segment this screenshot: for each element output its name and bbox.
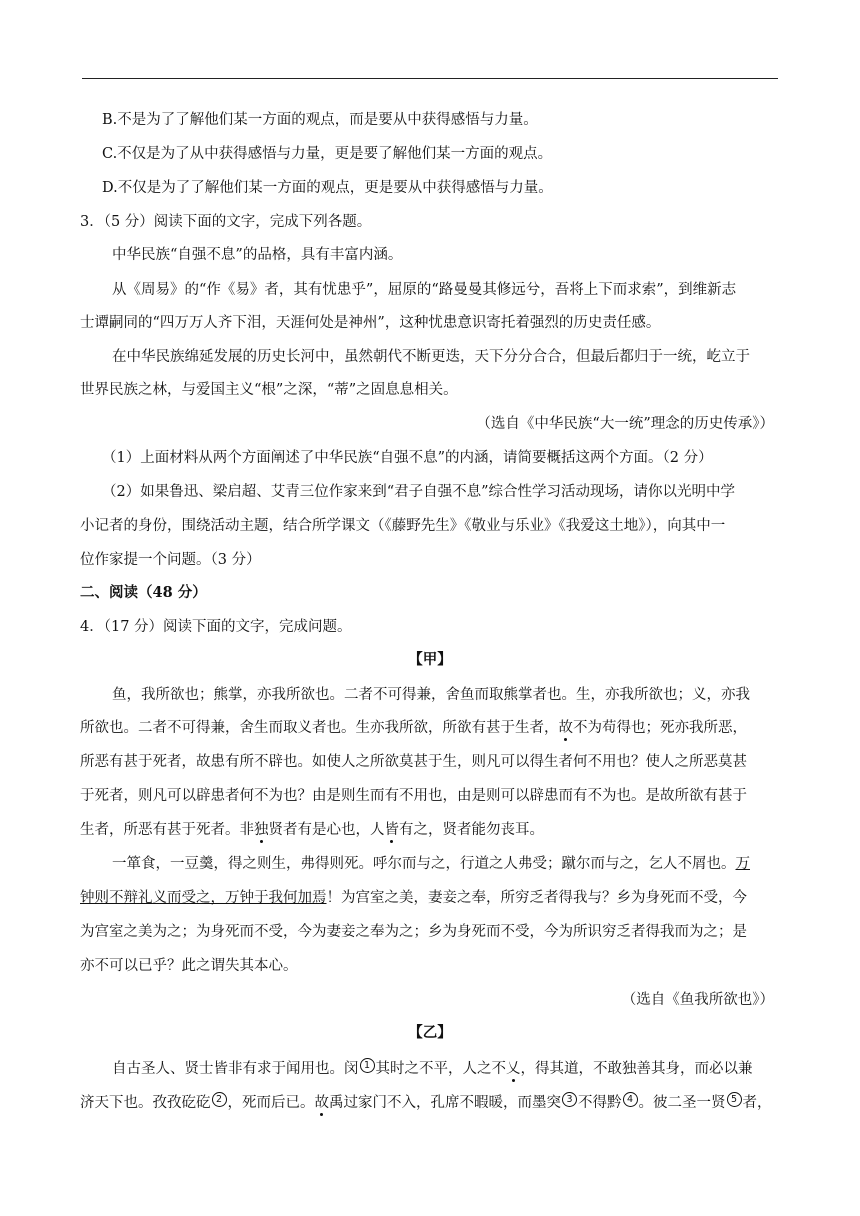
emphasis-dot-char: 独	[254, 822, 269, 838]
jia-line-3: 所恶有甚于死者，故患有所不辟也。如使人之所欲莫甚于生，则凡可以得生者何不用也？使人之所恶莫甚	[80, 754, 747, 770]
yi-line-2: 济天下也。孜孜矻矻 2 ，死而后已。故禹过家门不入，孔席不暇暖，而墨突 3 不得黔 4 。彼二圣一贤 5 者，	[80, 1094, 772, 1111]
q3-sub-question-2-line-1: （2）如果鲁迅、梁启超、艾青三位作家来到“君子自强不息”综合性学习活动现场，请你以光明中学	[102, 484, 736, 500]
q3-paragraph-2-line-1: 从《周易》的“作《易》者，其有忧患乎”，屈原的“路曼曼其修远兮，吾将上下而求索”，到维新志	[112, 282, 737, 298]
jia-line-6: 一箪食，一豆羹，得之则生，弗得则死。呼尔而与之，行道之人弗受；蹴尔而与之，乞人不屑也。万	[112, 856, 750, 872]
option-b: B.不是为了了解他们某一方面的观点，而是要从中获得感悟与力量。	[102, 112, 538, 128]
header-rule	[82, 78, 778, 79]
footnote-marker: 1	[360, 1058, 375, 1073]
q3-sub-question-1: （1）上面材料从两个方面阐述了中华民族“自强不息”的内涵，请简要概括这两个方面。（2 分）	[102, 450, 713, 466]
footnote-marker: 4	[623, 1092, 638, 1107]
question-3-stem: 3．（5 分）阅读下面的文字，完成下列各题。	[80, 214, 372, 230]
footnote-marker: 5	[727, 1092, 742, 1107]
emphasis-dot-char: 故	[558, 720, 573, 736]
question-4-stem: 4．（17 分）阅读下面的文字，完成问题。	[80, 619, 352, 635]
q3-paragraph-1: 中华民族“自强不息”的品格，具有丰富内涵。	[112, 247, 403, 263]
footnote-marker: 3	[562, 1092, 577, 1107]
emphasis-dot-char: 乂	[506, 1061, 521, 1077]
jia-line-7: 钟则不辩礼义而受之，万钟于我何加焉！为宫室之美，妻妾之奉，所穷乏者得我与？乡为身死而不受，今	[80, 890, 747, 906]
underlined-text: 钟则不辩礼义而受之，万钟于我何加焉	[80, 890, 327, 906]
jia-line-2: 所欲也。二者不可得兼，舍生而取义者也。生亦我所欲，所欲有甚于生者，故不为苟得也；死亦我所恶，	[80, 720, 747, 736]
jia-line-8: 为宫室之美为之；为身死而不受，今为妻妾之奉为之；乡为身死而不受，今为所识穷乏者得我而为之；是	[80, 924, 747, 940]
q3-sub-question-2-line-3: 位作家提一个问题。（3 分）	[80, 552, 261, 568]
option-d: D.不仅是为了了解他们某一方面的观点，更是要从中获得感悟与力量。	[102, 180, 553, 196]
q3-sub-question-2-line-2: 小记者的身份，围绕活动主题，结合所学课文（《藤野先生》《敬业与乐业》《我爱这土地》），向其中一	[80, 518, 726, 534]
yi-line-1: 自古圣人、贤士皆非有求于闻用也。闵 1 其时之不平，人之不乂，得其道，不敢独善其身，而必以兼	[112, 1060, 753, 1077]
q3-paragraph-3-line-2: 世界民族之林，与爱国主义“根”之深，“蒂”之固息息相关。	[80, 382, 458, 398]
section-2-title: 二、阅读（48 分）	[80, 584, 207, 601]
emphasis-dot-char: 皆	[384, 822, 399, 838]
jia-line-4: 于死者，则凡可以辟患者何不为也？由是则生而有不用也，由是则可以辟患而有不为也。是故所欲有甚于	[80, 788, 747, 804]
jia-source: （选自《鱼我所欲也》）	[621, 992, 774, 1008]
q3-paragraph-3-line-1: 在中华民族绵延发展的历史长河中，虽然朝代不断更迭，天下分分合合，但最后都归于一统，屹立于	[112, 349, 750, 365]
underlined-text: 万	[735, 856, 750, 872]
passage-jia-heading: 【甲】	[408, 651, 452, 668]
q3-source: （选自《中华民族“大一统”理念的历史传承》）	[476, 416, 774, 432]
option-c: C.不仅是为了从中获得感悟与力量，更是要了解他们某一方面的观点。	[102, 146, 553, 162]
emphasis-dot-char: 故	[314, 1095, 329, 1111]
footnote-marker: 2	[212, 1092, 227, 1107]
jia-line-9: 亦不可以已乎？此之谓失其本心。	[80, 958, 298, 974]
passage-yi-heading: 【乙】	[408, 1024, 452, 1041]
q3-paragraph-2-line-2: 士谭嗣同的“四万万人齐下泪，天涯何处是神州”，这种忧患意识寄托着强烈的历史责任感。	[80, 315, 661, 331]
jia-line-5: 生者，所恶有甚于死者。非独贤者有是心也，人皆有之，贤者能勿丧耳。	[80, 822, 544, 838]
jia-line-1: 鱼，我所欲也；熊掌，亦我所欲也。二者不可得兼，舍鱼而取熊掌者也。生，亦我所欲也；义，亦我	[112, 687, 750, 703]
